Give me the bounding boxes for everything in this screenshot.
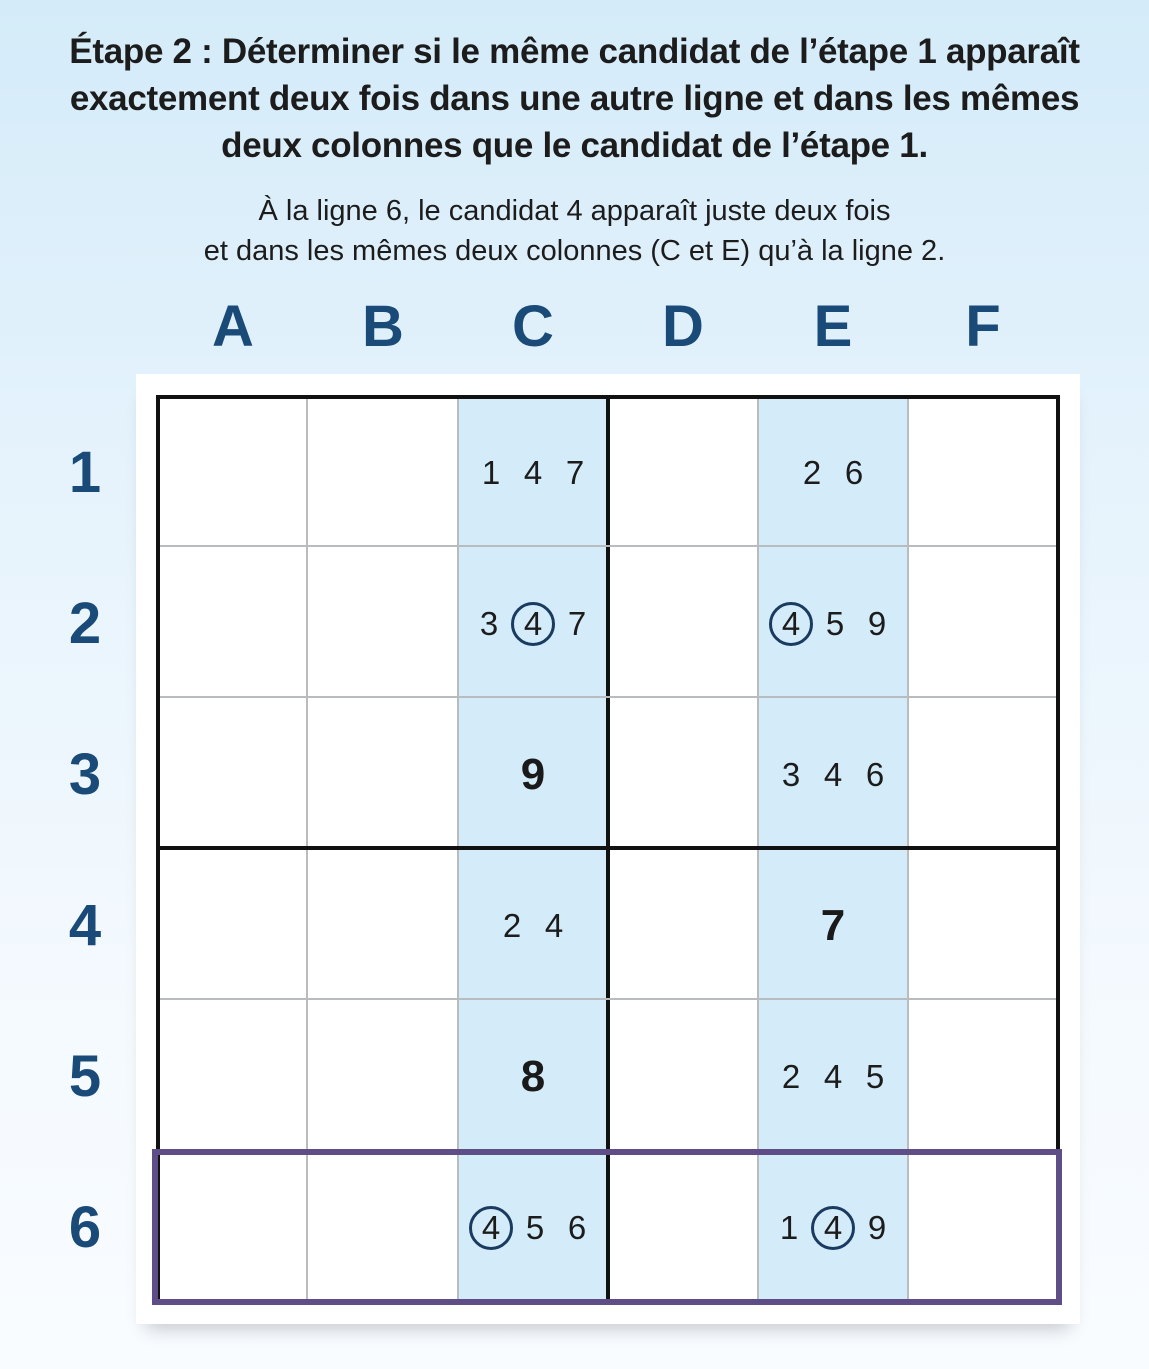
column-label-a: A	[212, 294, 254, 359]
cell-a4[interactable]	[158, 850, 308, 1001]
row-label-5: 5	[68, 1043, 102, 1109]
step-heading-line-3: deux colonnes que le candidat de l’étape 1.	[221, 126, 928, 165]
candidate-digit: 5	[825, 604, 845, 642]
cell-e4[interactable]	[758, 850, 908, 1001]
candidate-list	[770, 753, 896, 797]
step-heading-line-2: exactement deux fois dans une autre ligne et dans les mêmes	[69, 79, 1080, 118]
cell-f5[interactable]	[908, 1001, 1058, 1152]
candidate-digit: 9	[867, 1208, 887, 1246]
row-label-3: 3	[68, 741, 102, 807]
cell-b3[interactable]	[308, 699, 458, 850]
cell-c4[interactable]	[458, 850, 608, 1001]
candidate-list	[491, 904, 575, 948]
candidate-digit: 5	[525, 1208, 545, 1246]
cell-e2[interactable]	[758, 548, 908, 699]
cell-f1[interactable]	[908, 397, 1058, 548]
cell-c1[interactable]	[458, 397, 608, 548]
row-6-highlight	[152, 1149, 1062, 1305]
cell-d4[interactable]	[608, 850, 758, 1001]
cell-a2[interactable]	[158, 548, 308, 699]
cell-e5[interactable]	[758, 1001, 908, 1152]
row-label-6: 6	[68, 1194, 102, 1260]
column-label-e: E	[813, 294, 853, 359]
cell-d3[interactable]	[608, 699, 758, 850]
candidate-digit: 7	[567, 604, 587, 642]
step-heading	[40, 28, 1109, 169]
column-label-f: F	[965, 294, 1001, 359]
cell-f3[interactable]	[908, 699, 1058, 850]
candidate-list	[791, 451, 875, 495]
candidate-digit: 6	[844, 453, 864, 491]
cell-e3[interactable]	[758, 699, 908, 850]
candidate-digit: 9	[867, 604, 887, 642]
step-explanation	[40, 191, 1109, 271]
candidate-digit: 2	[502, 906, 522, 944]
cell-b2[interactable]	[308, 548, 458, 699]
circled-candidate: 4	[511, 602, 555, 646]
row-label-4: 4	[68, 892, 102, 958]
sudoku-board	[156, 395, 1060, 1303]
candidate-digit: 7	[565, 453, 585, 491]
candidate-digit: 2	[781, 1057, 801, 1095]
row-label-2: 2	[68, 590, 102, 656]
cell-a1[interactable]	[158, 397, 308, 548]
candidate-list	[768, 602, 898, 646]
candidate-digit: 6	[567, 1208, 587, 1246]
circled-candidate: 4	[811, 1206, 855, 1250]
candidate-list	[770, 1055, 896, 1099]
cell-f4[interactable]	[908, 850, 1058, 1001]
row-label-1: 1	[68, 439, 102, 505]
candidate-digit: 3	[781, 755, 801, 793]
given-digit: 9	[520, 749, 546, 799]
circled-candidate: 4	[769, 602, 813, 646]
given-digit: 7	[820, 900, 846, 950]
circled-candidate: 4	[469, 1206, 513, 1250]
cell-d1[interactable]	[608, 397, 758, 548]
cell-f2[interactable]	[908, 548, 1058, 699]
step-explanation-line-1: À la ligne 6, le candidat 4 apparaît juste deux fois	[258, 195, 891, 227]
candidate-digit: 6	[865, 755, 885, 793]
column-label-d: D	[662, 294, 704, 359]
cell-b1[interactable]	[308, 397, 458, 548]
candidate-digit: 4	[544, 906, 564, 944]
candidate-digit: 3	[479, 604, 499, 642]
candidate-digit: 4	[823, 1057, 843, 1095]
step-explanation-line-2: et dans les mêmes deux colonnes (C et E) qu’à la ligne 2.	[203, 235, 946, 267]
column-label-c: C	[512, 294, 554, 359]
cell-d2[interactable]	[608, 548, 758, 699]
candidate-digit: 4	[523, 453, 543, 491]
cell-c5[interactable]	[458, 1001, 608, 1152]
cell-b4[interactable]	[308, 850, 458, 1001]
candidate-list	[470, 451, 596, 495]
candidate-digit: 4	[823, 755, 843, 793]
candidate-digit: 1	[481, 453, 501, 491]
cell-c3[interactable]	[458, 699, 608, 850]
candidate-digit: 2	[802, 453, 822, 491]
cell-c2[interactable]	[458, 548, 608, 699]
cell-a3[interactable]	[158, 699, 308, 850]
cell-e1[interactable]	[758, 397, 908, 548]
candidate-list	[468, 602, 598, 646]
candidate-digit: 1	[779, 1208, 799, 1246]
cell-a5[interactable]	[158, 1001, 308, 1152]
given-digit: 8	[520, 1051, 546, 1101]
step-heading-line-1: Étape 2 : Déterminer si le même candidat de l’étape 1 apparaît	[69, 32, 1080, 71]
column-label-b: B	[362, 294, 404, 359]
cell-d5[interactable]	[608, 1001, 758, 1152]
candidate-digit: 5	[865, 1057, 885, 1095]
cell-b5[interactable]	[308, 1001, 458, 1152]
